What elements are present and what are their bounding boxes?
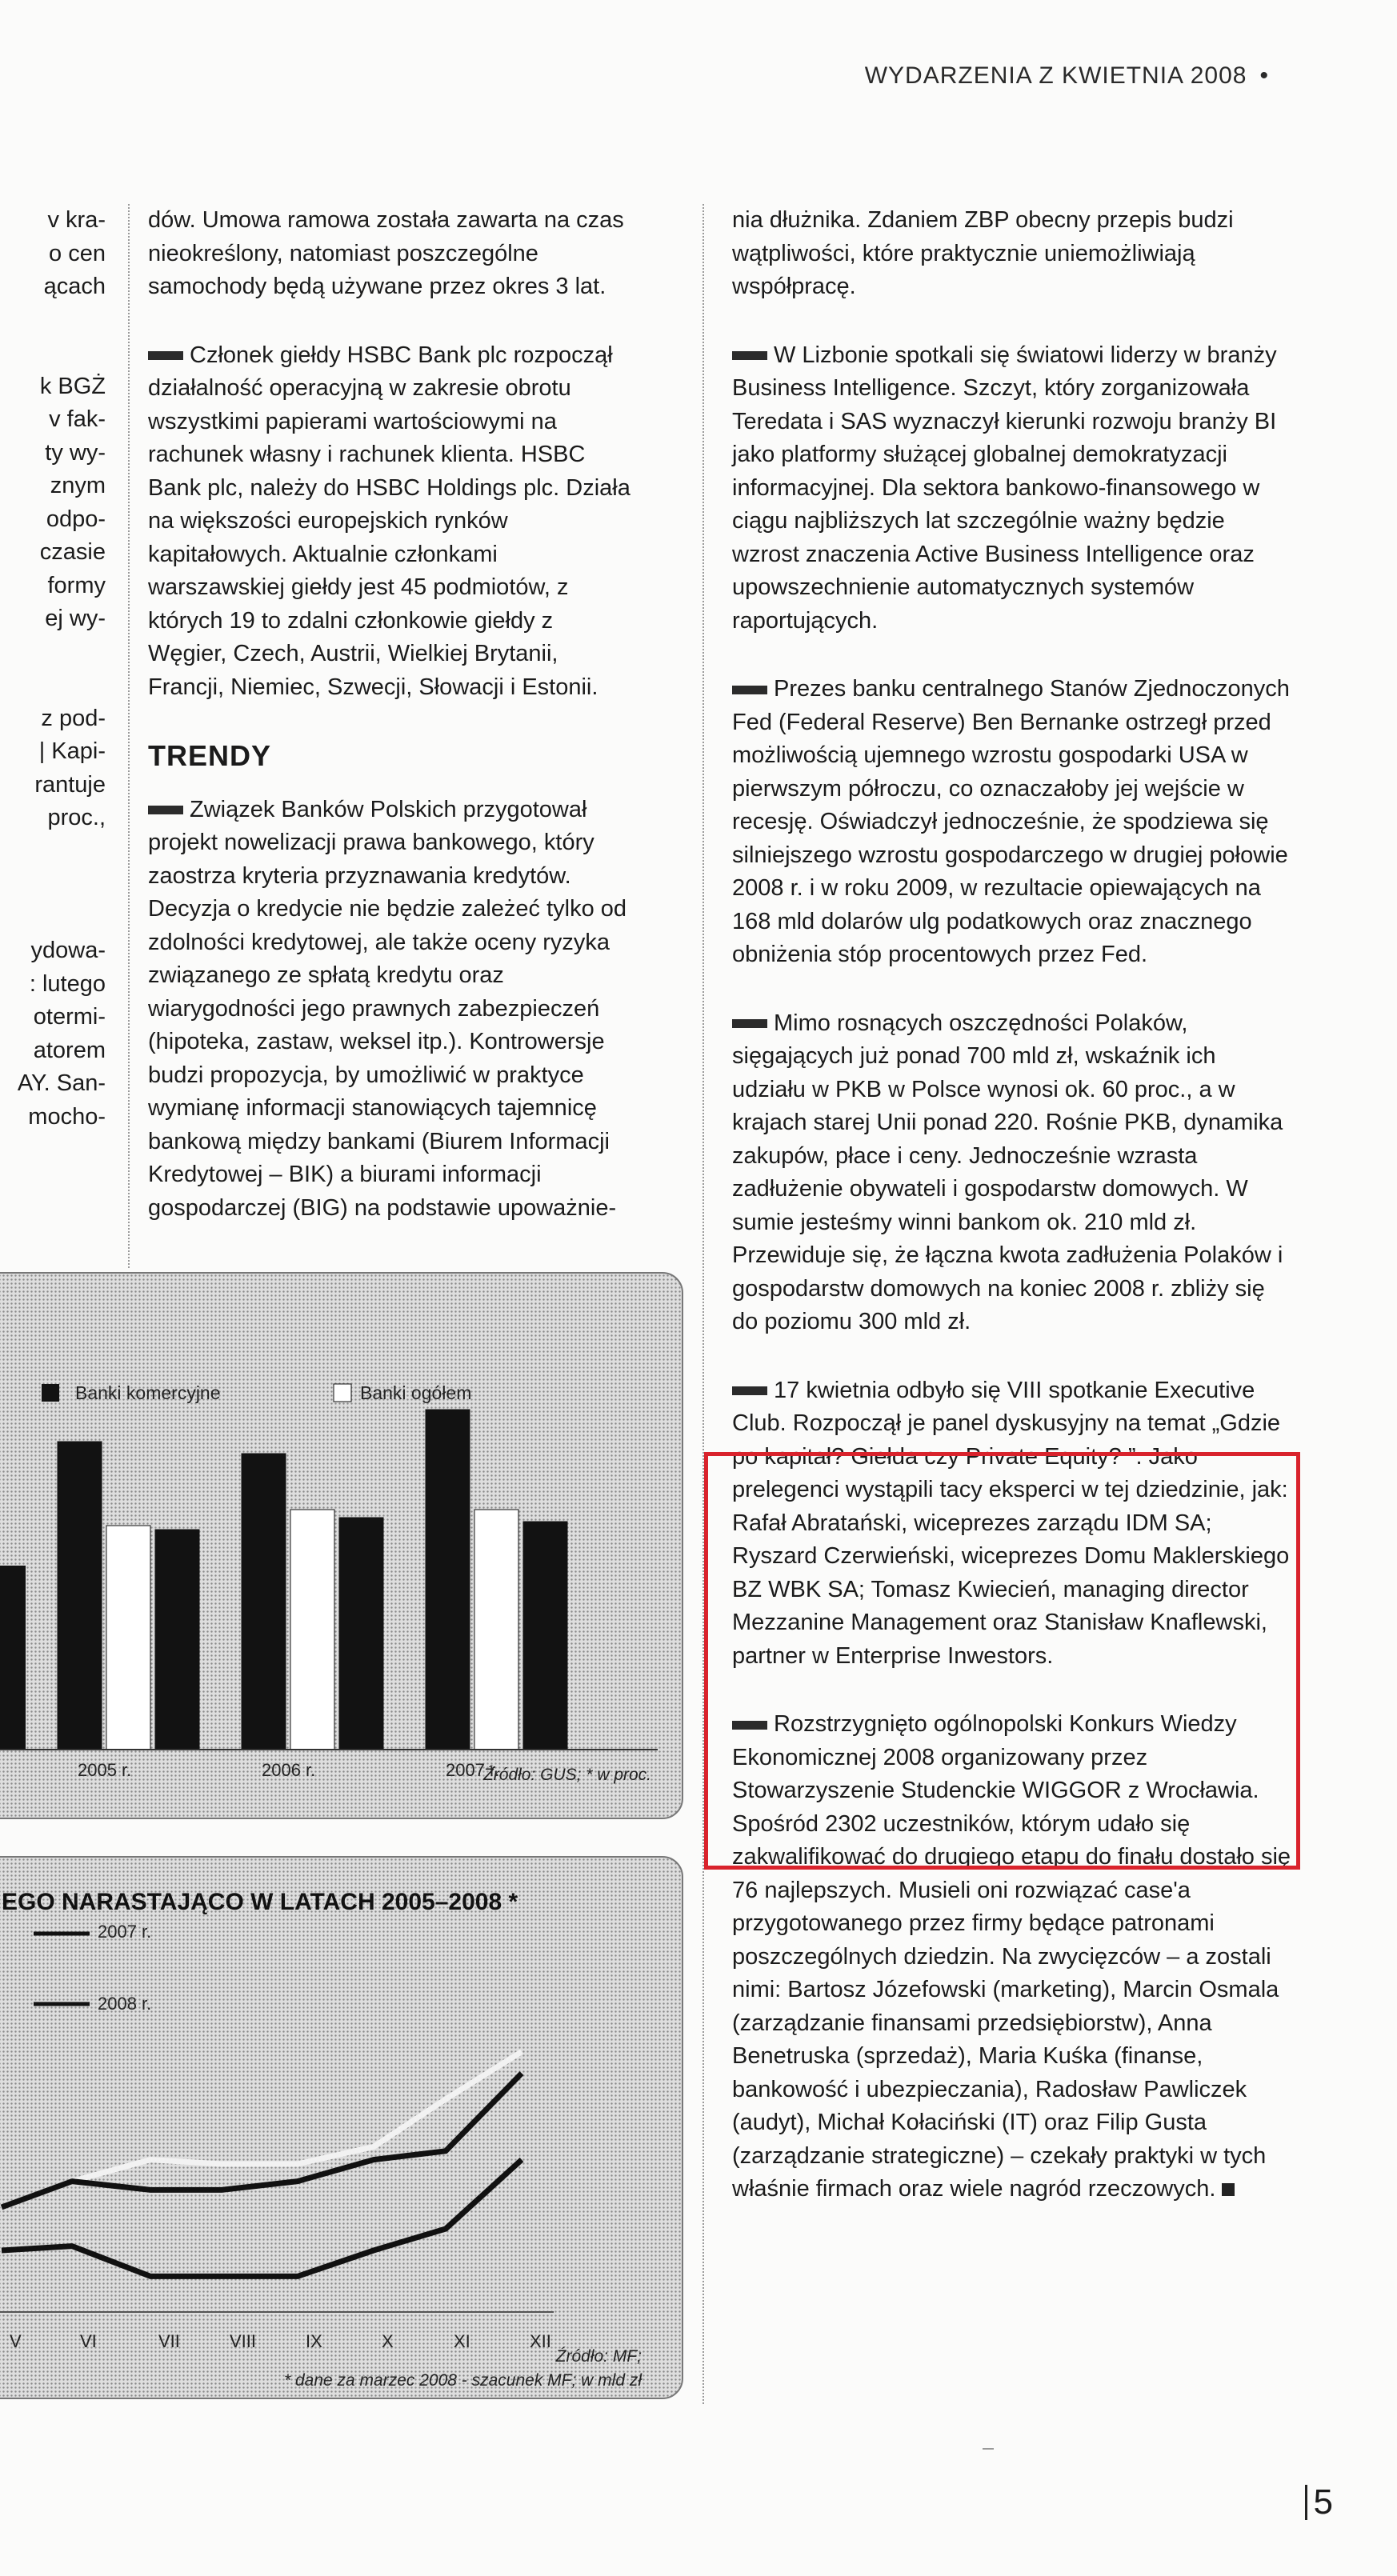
column-divider-left (128, 204, 130, 1268)
paragraph-oszczednosci-text: Mimo rosnących oszczędności Polaków, sięgających już ponad 700 mld zł, wskaźnik ich udziału w PKB w Polsce wynosi ok. 60 proc., a w krajach starej Unii ponad 220. Rośnie PKB, dynamika zakupów, płace i ceny. Jednocześnie wzrasta zadłużenie obywateli i gospodarstw domowych. W sumie jesteśmy winni bankom ok. 210 mld zł. Przewiduje się, że łączna kwota zadłużenia Polaków i gospodarstw domowych na koniec 2008 r. zbliży się do poziomu 300 mld zł. (732, 1010, 1283, 1334)
paragraph-marker-icon (732, 1019, 767, 1028)
paragraph-marker-icon (732, 686, 767, 694)
series-line (2, 2074, 522, 2207)
x-tick-label: 2007 r. (446, 1760, 500, 1780)
left-fragment-line (0, 835, 112, 869)
legend-swatch-white (334, 1384, 351, 1402)
paragraph-hsbc-text: Członek giełdy HSBC Bank plc rozpoczął działalność operacyjną w zakresie obrotu wszystkimi papierami wartościowymi na rachunek własny i rachunek klienta. HSBC Bank plc, należy do HSBC Holdings plc. Działa na większości europejskich rynków kapitałowych. Aktualnie członkami warszawskiej giełdy jest 45 podmiotów, z których 19 to zdalni członkowie giełdy z Węgier, Czech, Austrii, Wielkiej Brytanii, Francji, Niemiec, Szwecji, Słowacji i Estonii. (148, 342, 630, 700)
bar (290, 1510, 334, 1750)
line-chart (0, 1858, 682, 2398)
paragraph-zbp-text: Związek Banków Polskich przygotował projekt nowelizacji prawa bankowego, który zaostrza kryteria przyznawania kredytów. Decyzja o kredycie nie będzie zależeć tylko od zdolności kredytowej, ale także oceny ryzyka związanego ze spłatą kredytu oraz wiarygodności jego prawnych zabezpieczeń (hipoteka, zastaw, weksel itp.). Kontrowersje budzi propozycja, by umożliwić w praktyce wymianę informacji stanowiących tajemnicę bankową między bankami (Biurem Informacji Kredytowej – BIK) a biurami informacji gospodarczej (BIG) na podstawie upoważnie- (148, 796, 627, 1221)
left-fragment-line: ącach (43, 274, 106, 299)
bar (106, 1526, 150, 1750)
left-fragment-line (0, 868, 112, 902)
bar (426, 1410, 470, 1750)
end-mark-icon (1222, 2183, 1235, 2196)
bar-chart (0, 1274, 682, 1818)
x-tick-label: XI (454, 2331, 470, 2351)
paragraph-zbp (148, 794, 636, 1226)
bar-chart-panel (0, 1272, 683, 1819)
paragraph-dow: dów. Umowa ramowa została zawarta na czas nieokreślony, natomiast poszczególne samochody będą używane przez okres 3 lat. (148, 207, 624, 299)
legend-label: 2008 r. (98, 1994, 152, 2014)
left-fragment-line: z pod- (41, 705, 106, 731)
left-fragment-line: : lutego (29, 970, 106, 997)
paragraph-lizbona-text: W Lizbonie spotkali się światowi liderzy w branży Business Intelligence. Szczyt, który zorganizowała Teredata i SAS wyznaczył kierunki rozwoju branży BI jako platformy służącej globalnej demokratyzacji informacyjnej. Dla sektora bankowo-finansowego w ciągu najbliższych lat szczególnie ważny będzie wzrost znaczenia Active Business Intelligence oraz upowszechnienie automatycznych systemów raportujących. (732, 342, 1277, 634)
paragraph-zbp-continued: nia dłużnika. Zdaniem ZBP obecny przepis budzi wątpliwości, które praktycznie uniemożliwiają współpracę. (732, 207, 1234, 299)
paragraph-fed-text: Prezes banku centralnego Stanów Zjednoczonych Fed (Federal Reserve) Ben Bernanke ostrzegł przed możliwością ujemnego wzrostu gospodarki USA w pierwszym półroczu, co oznaczałoby jej wejście w recesję. Oświadczył jednocześnie, że spodziewa się silniejszego wzrostu gospodarczego w drugiej połowie 2008 r. i w roku 2009, w rezultacie opiewających na 168 mld dolarów ulg podatkowych oraz znacznego obniżenia stóp procentowych przez Fed. (732, 676, 1290, 967)
chart-note: * dane za marzec 2008 - szacunek MF; w mld zł (283, 2371, 642, 2390)
left-fragment-line: k BGŻ (39, 373, 106, 399)
line-chart-panel (0, 1856, 683, 2399)
left-fragment-line: znym (50, 473, 106, 498)
paragraph-marker-icon (732, 1386, 767, 1395)
left-fragment-line (0, 636, 112, 670)
left-fragment-line: mocho- (28, 1103, 106, 1130)
header-bullet: • (1259, 62, 1269, 89)
left-fragment-line: formy (47, 572, 106, 598)
running-header (865, 62, 1269, 90)
left-fragment-line: czasie (39, 539, 106, 565)
left-fragment-line: AY. San- (17, 1070, 106, 1096)
bar (523, 1522, 567, 1750)
section-heading-trendy: TRENDY (148, 739, 272, 772)
paragraph-marker-icon (148, 351, 183, 360)
paragraph-fed (732, 673, 1292, 972)
bar (58, 1442, 102, 1750)
x-tick-label: 2005 r. (78, 1760, 132, 1780)
highlight-frame (704, 1452, 1300, 1870)
left-fragment-line: ty wy- (45, 439, 106, 466)
paragraph-marker-icon (148, 806, 183, 814)
x-tick-label: VIII (230, 2331, 257, 2351)
x-tick-label: VII (158, 2331, 180, 2351)
x-tick-label: V (10, 2331, 22, 2351)
bar (242, 1454, 286, 1750)
x-tick-label: IX (306, 2331, 322, 2351)
left-fragment-line: v fak- (49, 406, 106, 432)
left-fragment-line: ydowa- (30, 938, 106, 963)
chart-title: EGO NARASTAJĄCO W LATACH 2005–2008 * (2, 1889, 518, 1915)
footer-mark (983, 2448, 994, 2450)
paragraph-konkurs-text: Rozstrzygnięto ogólnopolski Konkurs Wiedzy Ekonomicznej 2008 organizowany przez Stowarzyszenie Studenckie WIGGOR z Wrocławia. Spośród 2302 uczestników, którym udało się zakwalifikować do drugiego etapu do finału dostało się 76 najlepszych. Musieli oni rozwiązać case'a przygotowanego przez firmy będące patronami poszczególnych dziedzin. Na zwycięzców – a zostali nimi: Bartosz Józefowski (marketing), Marcin Osmala (zarządzanie finansami przedsiębiorstw), Anna Benetruska (sprzedaż), Maria Kuśka (finanse, bankowość i ubezpieczania), Radosław Pawliczek (audyt), Michał Kołaciński (IT) oraz Filip Gusta (zarządzanie strategiczne) – czekały praktyki w tych właśnie firmach oraz wiele nagród rzeczowych. (732, 1711, 1291, 2202)
middle-column (148, 204, 636, 1260)
left-fragment-line (0, 669, 112, 702)
left-fragment-line (0, 337, 112, 370)
legend-label: 2007 r. (98, 1922, 152, 1942)
left-column-fragments (0, 204, 112, 1134)
x-tick-label: 2006 r. (262, 1760, 316, 1780)
bar (155, 1530, 199, 1750)
paragraph-hsbc (148, 339, 636, 705)
legend-label: Banki komercyjne (75, 1382, 221, 1403)
column-divider-right (703, 204, 704, 2404)
paragraph-marker-icon (732, 351, 767, 360)
bar (339, 1518, 383, 1750)
header-title: WYDARZENIA Z KWIETNIA 2008 (864, 62, 1247, 89)
paragraph-oszczednosci (732, 1007, 1292, 1339)
left-fragment-line (0, 304, 112, 338)
chart-source: Źródło: GUS; * w proc. (482, 1766, 651, 1784)
bar (474, 1510, 518, 1750)
legend-swatch-dark (42, 1384, 59, 1402)
right-column (732, 204, 1292, 2242)
left-fragment-line: atorem (33, 1037, 106, 1063)
paragraph-executive-club-text: 17 kwietnia odbyło się VIII spotkanie Executive Club. Rozpoczął je panel dyskusyjny na temat „Gdzie po kapitał? Giełda czy Private Equity? ”. Jako prelegenci wystąpili tacy eksperci w tej dziedzinie, jak: Rafał Abratański, wiceprezes zarządu IDM SA; Ryszard Czerwieński, wiceprezes Domu Maklerskiego BZ WBK SA; Tomasz Kwiecień, managing director Mezzanine Management oraz Stanisław Knaflewski, partner w Enterprise Inwestors. (732, 1377, 1290, 1669)
left-fragment-line: otermi- (33, 1004, 106, 1030)
x-tick-label: X (382, 2331, 394, 2351)
legend-label: Banki ogółem (360, 1382, 472, 1403)
left-fragment-line: | Kapi- (38, 738, 106, 764)
left-fragment-line: proc., (47, 805, 106, 830)
x-tick-label: VI (80, 2331, 97, 2351)
x-tick-label: XII (530, 2331, 551, 2351)
left-fragment-line: o cen (49, 240, 106, 266)
left-fragment-line: odpo- (46, 506, 106, 532)
paragraph-lizbona (732, 339, 1292, 638)
chart-source: Źródło: MF; (555, 2347, 642, 2366)
left-fragment-line: v kra- (47, 207, 106, 233)
left-fragment-line: rantuje (34, 771, 106, 798)
left-fragment-line: ej wy- (45, 606, 106, 631)
page-number: 5 (1305, 2485, 1333, 2520)
bar-partial (0, 1566, 26, 1750)
left-fragment-line (0, 902, 112, 935)
